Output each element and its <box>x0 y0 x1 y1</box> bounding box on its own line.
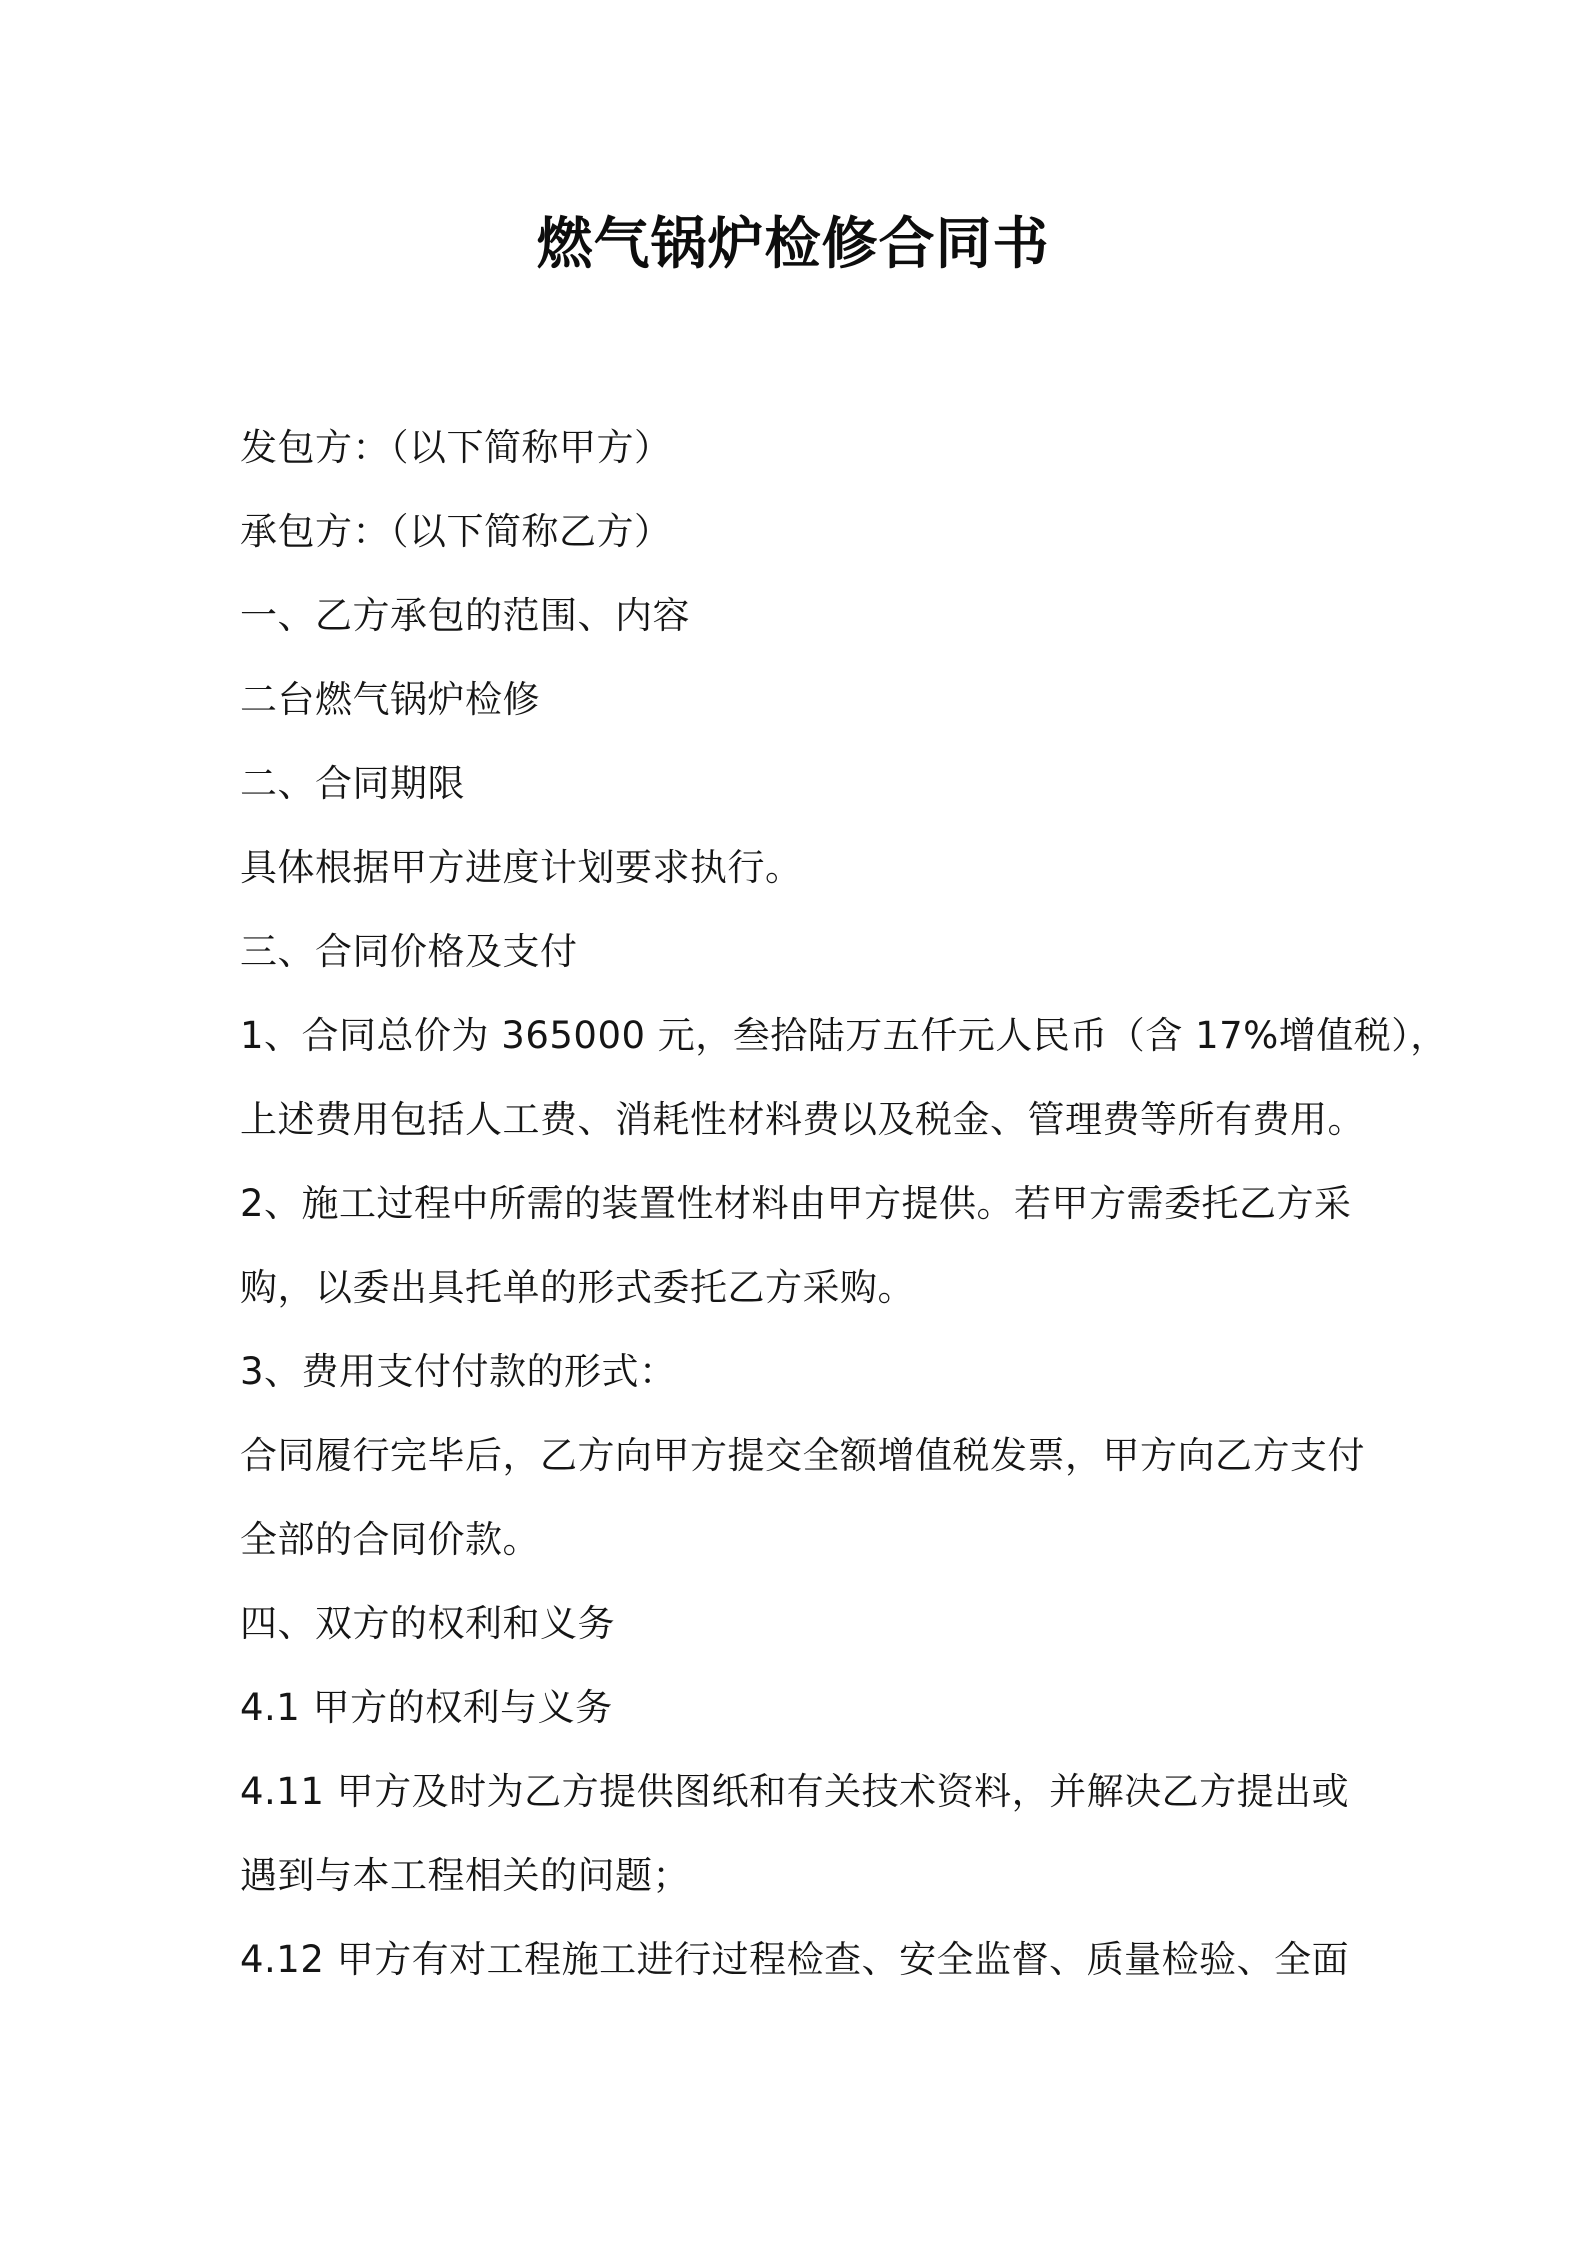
paragraph-line: 4.11 甲方及时为乙方提供图纸和有关技术资料，并解决乙方提出或 <box>240 1770 1350 1813</box>
paragraph-line: 全部的合同价款。 <box>240 1518 540 1561</box>
document-body <box>240 406 1448 2002</box>
paragraph-line: 二台燃气锅炉检修 <box>240 678 540 721</box>
paragraph-line: 4.12 甲方有对工程施工进行过程检查、安全监督、质量检验、全面 <box>240 1938 1350 1981</box>
document-title: 燃气锅炉检修合同书 <box>536 212 1050 277</box>
party-b-line: 承包方：（以下简称乙方） <box>240 510 672 553</box>
paragraph-line: 2、施工过程中所需的装置性材料由甲方提供。若甲方需委托乙方采 <box>240 1182 1352 1225</box>
paragraph-line: 上述费用包括人工费、消耗性材料费以及税金、管理费等所有费用。 <box>240 1098 1365 1141</box>
paragraph-line: 具体根据甲方进度计划要求执行。 <box>240 846 803 889</box>
section-4-heading: 四、双方的权利和义务 <box>240 1602 615 1645</box>
section-2-heading: 二、合同期限 <box>240 762 465 805</box>
paragraph-line: 1、合同总价为 365000 元，叁拾陆万五仟元人民币（含 17%增值税）， <box>240 1014 1448 1057</box>
paragraph-line: 购，以委出具托单的形式委托乙方采购。 <box>240 1266 915 1309</box>
party-a-line: 发包方：（以下简称甲方） <box>240 426 672 469</box>
paragraph-line: 3、费用支付付款的形式： <box>240 1350 677 1393</box>
section-3-heading: 三、合同价格及支付 <box>240 930 578 973</box>
paragraph-line: 遇到与本工程相关的问题； <box>240 1854 690 1897</box>
subsection-heading: 4.1 甲方的权利与义务 <box>240 1686 613 1729</box>
paragraph-line: 合同履行完毕后，乙方向甲方提交全额增值税发票，甲方向乙方支付 <box>240 1434 1365 1477</box>
section-1-heading: 一、乙方承包的范围、内容 <box>240 594 690 637</box>
